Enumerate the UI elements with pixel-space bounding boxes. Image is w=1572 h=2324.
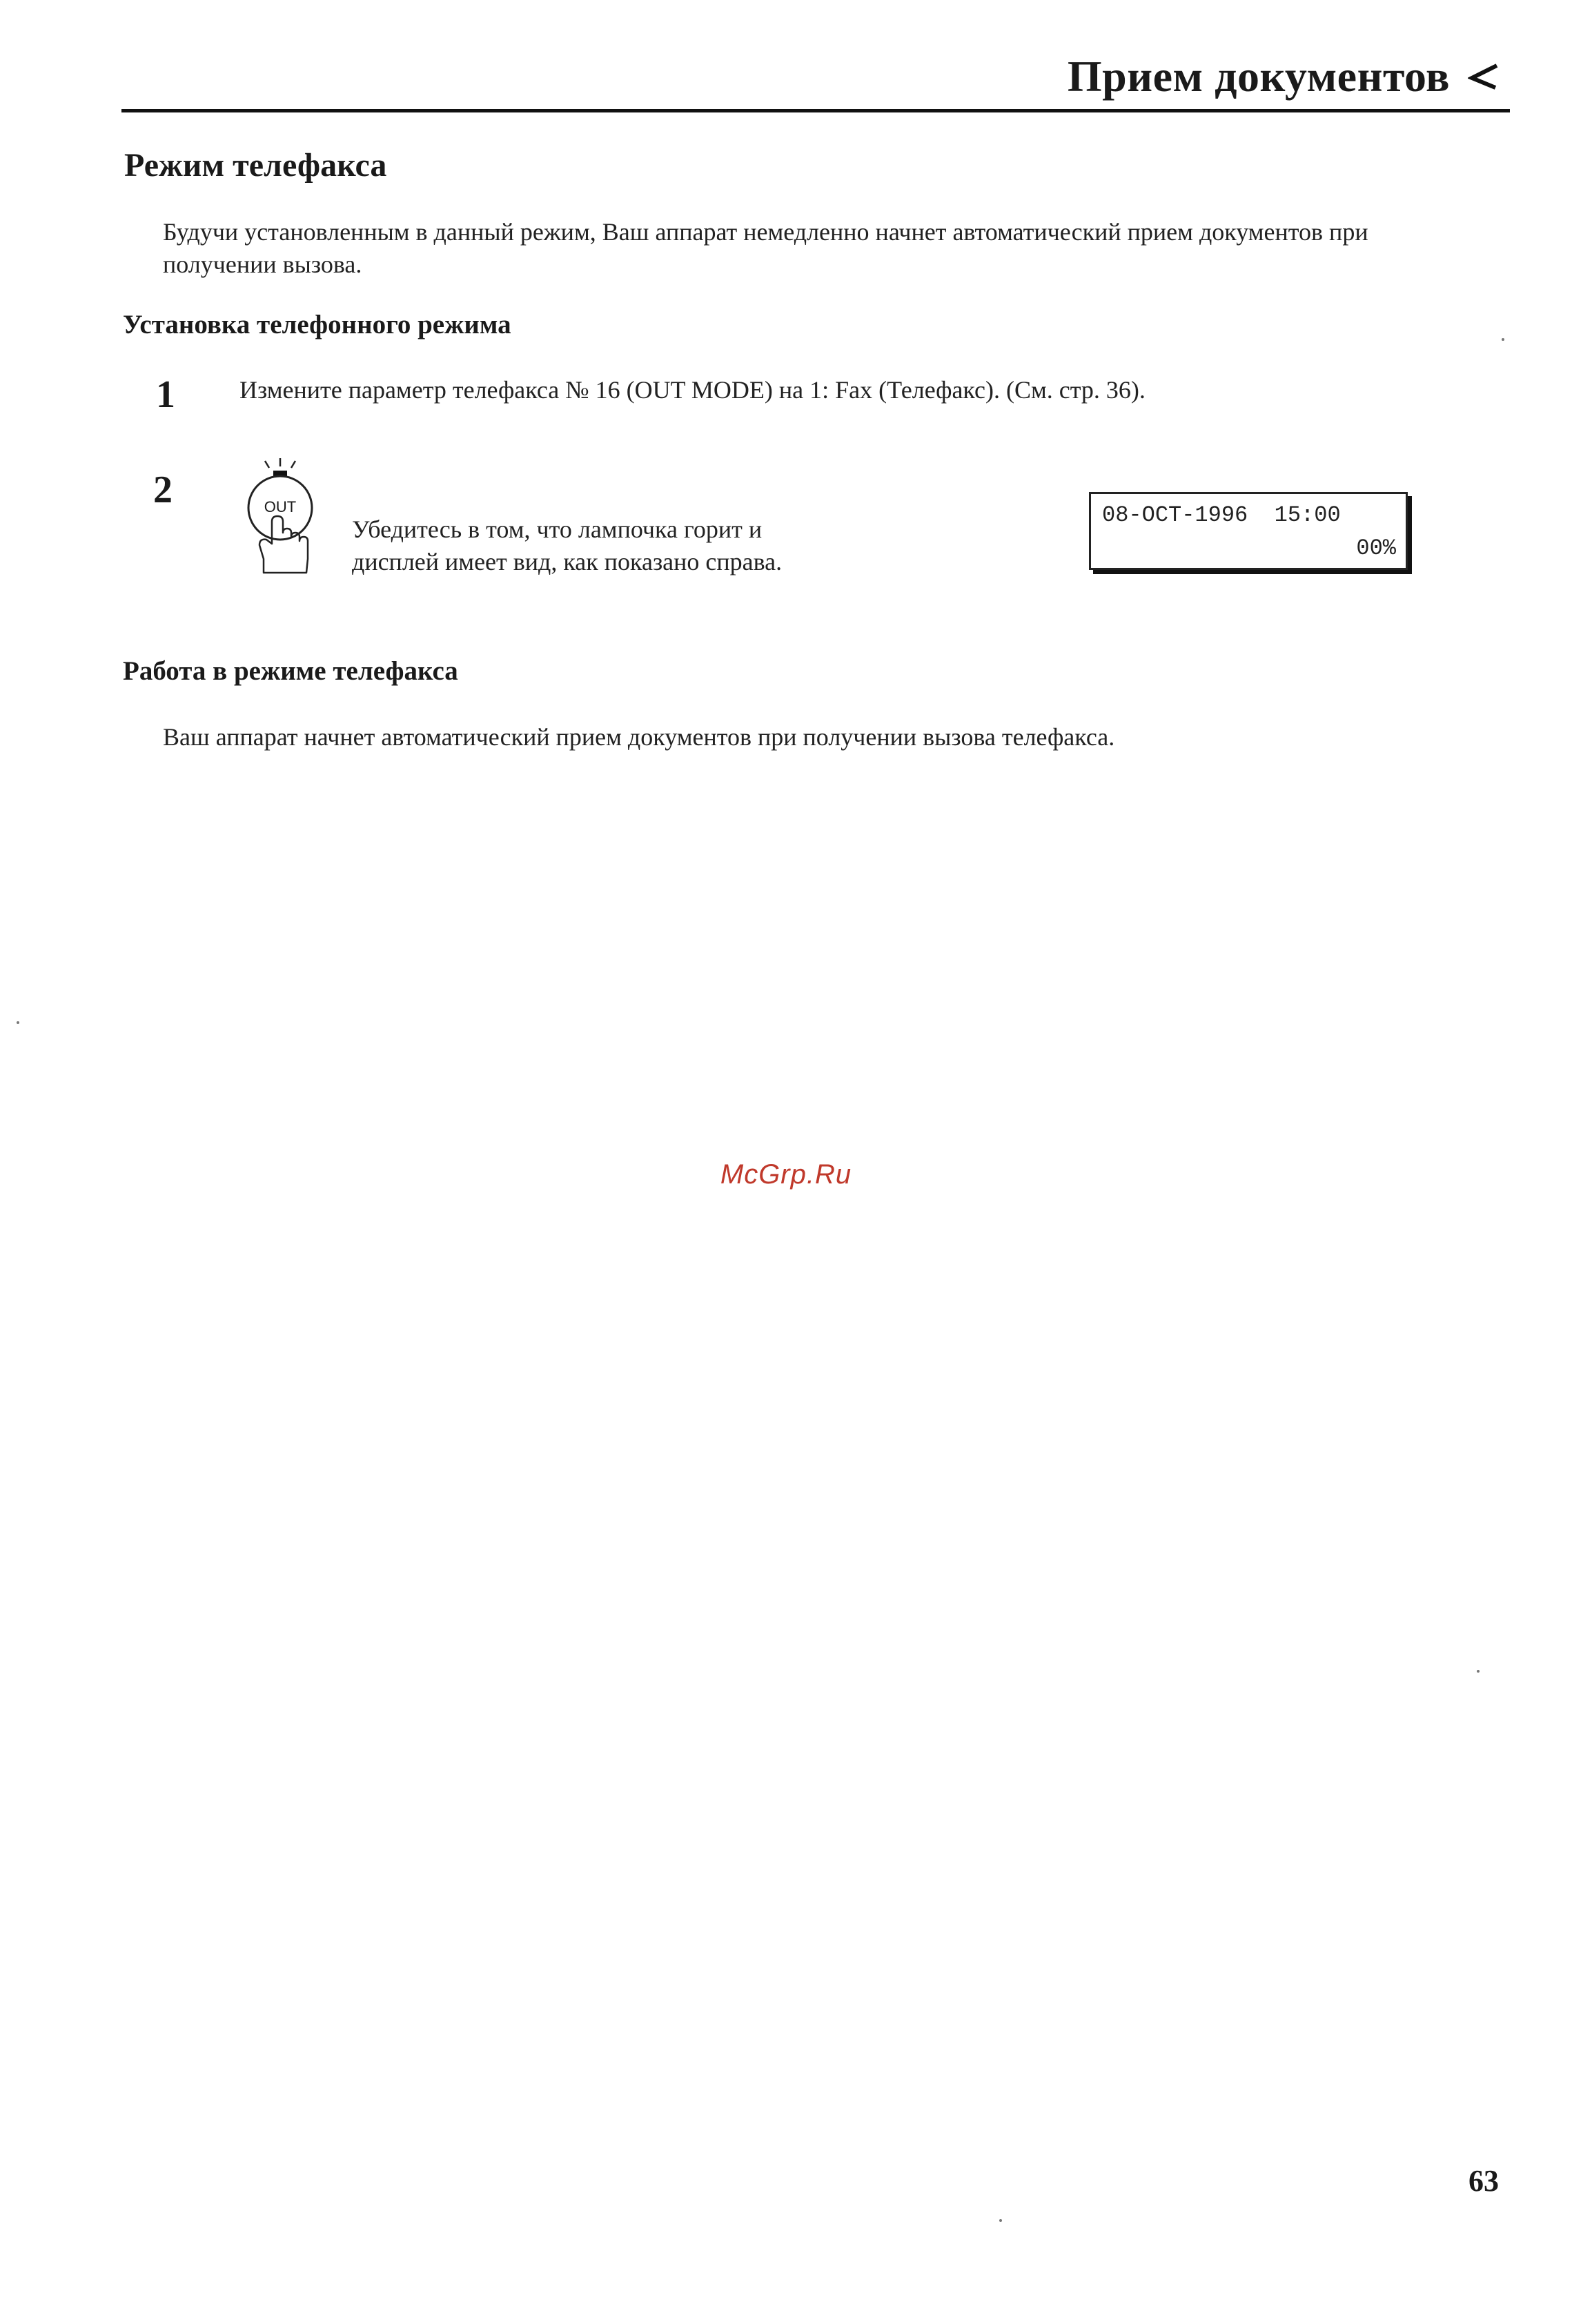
page-header [1068, 51, 1500, 102]
step-1-text: Измените параметр телефакса № 16 (OUT MODE) на 1: Fax (Телефакс). (См. стр. 36). [239, 376, 1146, 404]
intro-paragraph: Будучи установленным в данный режим, Ваш аппарат немедленно начнет автоматический прием документов при получении вызова. [163, 218, 1368, 278]
scan-speck [17, 1021, 19, 1024]
scan-speck [1477, 1670, 1480, 1673]
section-marker-icon [1468, 63, 1500, 90]
step-1-number: 1 [156, 373, 175, 416]
step-2-text-line2: дисплей имеет вид, как показано справа. [352, 548, 783, 575]
lcd-line-2: 00% [1356, 535, 1396, 561]
out-button-illustration [239, 455, 322, 580]
lcd-display [1089, 492, 1408, 570]
lcd-line-1: 08-OCT-1996 15:00 [1102, 502, 1341, 528]
watermark[interactable]: McGrp.Ru [720, 1159, 852, 1190]
operation-paragraph: Ваш аппарат начнет автоматический прием документов при получении вызова телефакса. [163, 723, 1115, 751]
step-2-text-line1: Убедитесь в том, что лампочка горит и [352, 515, 763, 543]
operation-subtitle: Работа в режиме телефакса [123, 656, 458, 686]
section-title: Режим телефакса [124, 147, 387, 184]
header-rule [121, 109, 1510, 112]
page-title: Прием документов [1067, 52, 1450, 101]
page-number: 63 [1468, 2164, 1499, 2198]
hand-press-icon [239, 455, 322, 580]
setup-subtitle: Установка телефонного режима [123, 310, 511, 339]
scan-speck [999, 2219, 1002, 2222]
step-2-number: 2 [153, 469, 173, 511]
out-button-label: OUT [264, 498, 297, 515]
scan-speck [1502, 338, 1504, 341]
